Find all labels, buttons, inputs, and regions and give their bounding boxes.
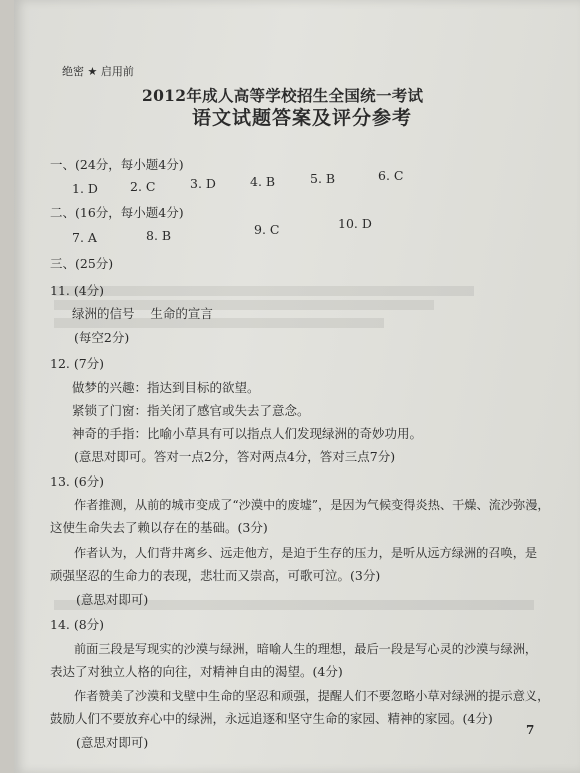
show-through-bar-1 [54,286,474,296]
q11-label: 11. (4分) [50,283,105,298]
q14-line-2: 表达了对独立人格的向往，对精神自由的渴望。(4分) [50,664,343,679]
page-number: 7 [526,723,535,737]
answer-4: 4. B [250,174,276,189]
answer-6: 6. C [378,168,404,183]
secret-label: 绝密 ★ 启用前 [62,65,134,78]
q14-line-4: 鼓励人们不要放弃心中的绿洲，永远追逐和坚守生命的家园、精神的家园。(4分) [50,711,493,726]
q13-line-2: 这使生命失去了赖以存在的基础。(3分) [50,520,268,535]
q11-note: (每空2分) [74,330,130,345]
answer-key-subtitle: 语文试题答案及评分参考 [192,107,413,129]
q13-line-3: 作者认为，人们背井离乡、远走他方，是迫于生存的压力，是听从远方绿洲的召唤，是 [74,546,538,560]
q14-line-5: (意思对即可) [76,735,149,750]
q13-line-1: 作者推测，从前的城市变成了“沙漠中的废墟”，是因为气候变得炎热、干燥、流沙弥漫， [74,498,550,512]
q12-label: 12. (7分) [50,356,105,371]
answer-7: 7. A [72,230,97,245]
answer-5: 5. B [310,171,336,186]
exam-title: 2012年成人高等学校招生全国统一考试 [142,86,424,105]
answer-1: 1. D [72,181,98,196]
answer-3: 3. D [190,176,216,191]
q11-answer: 绿洲的信号 生命的宣言 [72,306,213,321]
q14-label: 14. (8分) [50,617,105,632]
answer-key-page [14,0,580,773]
section-1-heading: 一、(24分，每小题4分) [50,157,184,172]
answer-2: 2. C [130,179,156,194]
section-3-heading: 三、(25分) [50,256,114,271]
q14-line-3: 作者赞美了沙漠和戈壁中生命的坚忍和顽强，提醒人们不要忽略小草对绿洲的提示意义， [74,689,550,703]
q12-line-1: 做梦的兴趣：指达到目标的欲望。 [72,380,260,395]
q12-line-3: 神奇的手指：比喻小草具有可以指点人们发现绿洲的奇妙功用。 [72,426,423,441]
q13-label: 13. (6分) [50,474,105,489]
q12-line-2: 紧锁了门窗：指关闭了感官或失去了意念。 [72,403,310,418]
answer-9: 9. C [254,222,280,237]
q13-line-5: (意思对即可) [76,592,149,607]
q13-line-4: 顽强坚忍的生命力的表现，悲壮而又崇高，可歌可泣。(3分) [50,568,381,583]
q12-line-4: (意思对即可。答对一点2分，答对两点4分，答对三点7分) [74,449,396,464]
answer-8: 8. B [146,228,172,243]
answer-10: 10. D [338,216,372,231]
q14-line-1: 前面三段是写现实的沙漠与绿洲，暗喻人生的理想，最后一段是写心灵的沙漠与绿洲， [74,642,538,656]
section-2-heading: 二、(16分，每小题4分) [50,205,184,220]
